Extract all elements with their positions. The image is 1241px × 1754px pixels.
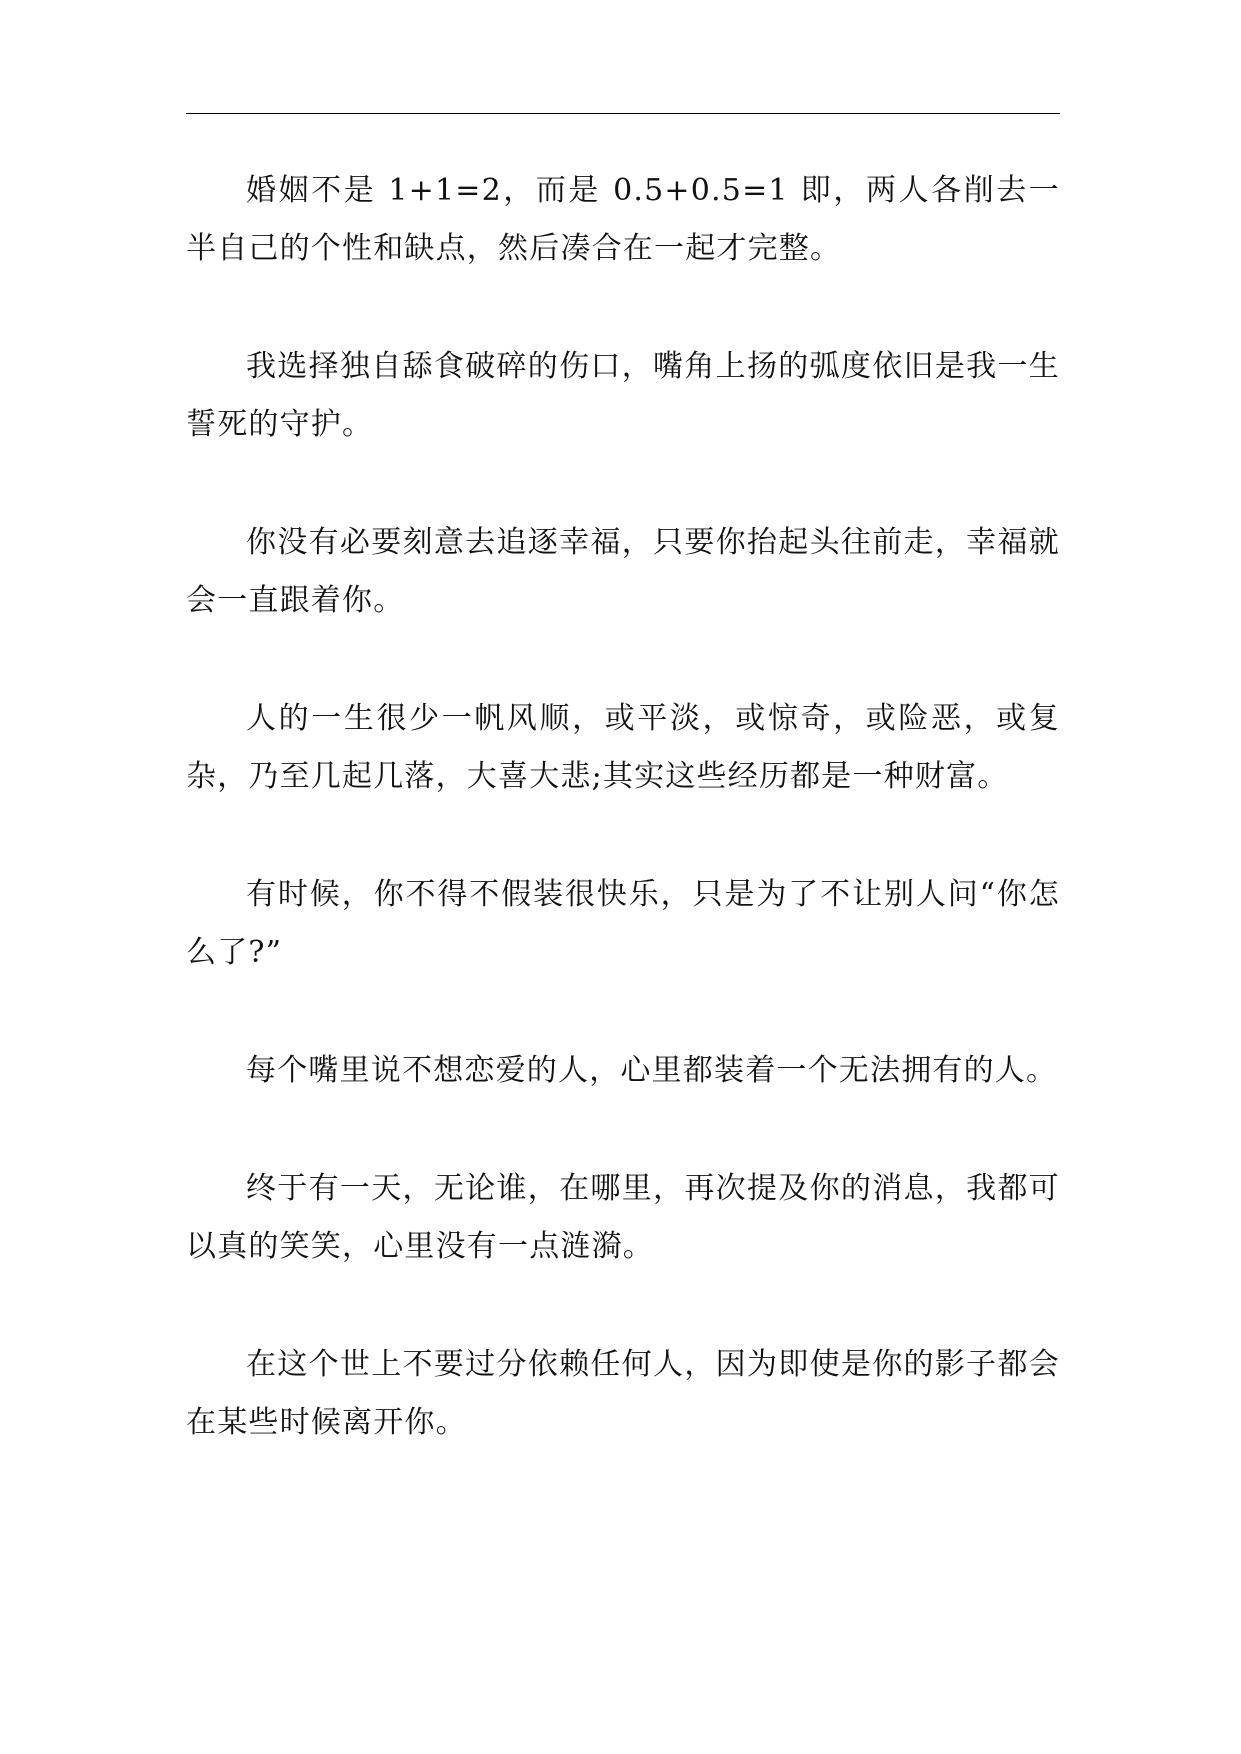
paragraph-7: 终于有一天，无论谁，在哪里，再次提及你的消息，我都可以真的笑笑，心里没有一点涟漪。 [186,1171,1060,1264]
paragraph-1: 婚姻不是 1+1=2，而是 0.5+0.5=1 即，两人各削去一半自己的个性和缺点，然后凑合在一起才完整。 [186,173,1060,266]
document-body [186,162,1060,1512]
header-rule [186,113,1060,114]
paragraph-8: 在这个世上不要过分依赖任何人，因为即使是你的影子都会在某些时候离开你。 [186,1347,1060,1440]
paragraph-3: 你没有必要刻意去追逐幸福，只要你抬起头往前走，幸福就会一直跟着你。 [186,525,1060,618]
paragraph-6: 每个嘴里说不想恋爱的人，心里都装着一个无法拥有的人。 [246,1053,1058,1088]
paragraph-2: 我选择独自舔食破碎的伤口，嘴角上扬的弧度依旧是我一生誓死的守护。 [186,349,1060,442]
paragraph-5: 有时候，你不得不假装很快乐，只是为了不让别人问“你怎么了?” [186,877,1060,970]
paragraph-4: 人的一生很少一帆风顺，或平淡，或惊奇，或险恶，或复杂，乃至几起几落，大喜大悲;其实这些经历都是一种财富。 [186,701,1060,794]
